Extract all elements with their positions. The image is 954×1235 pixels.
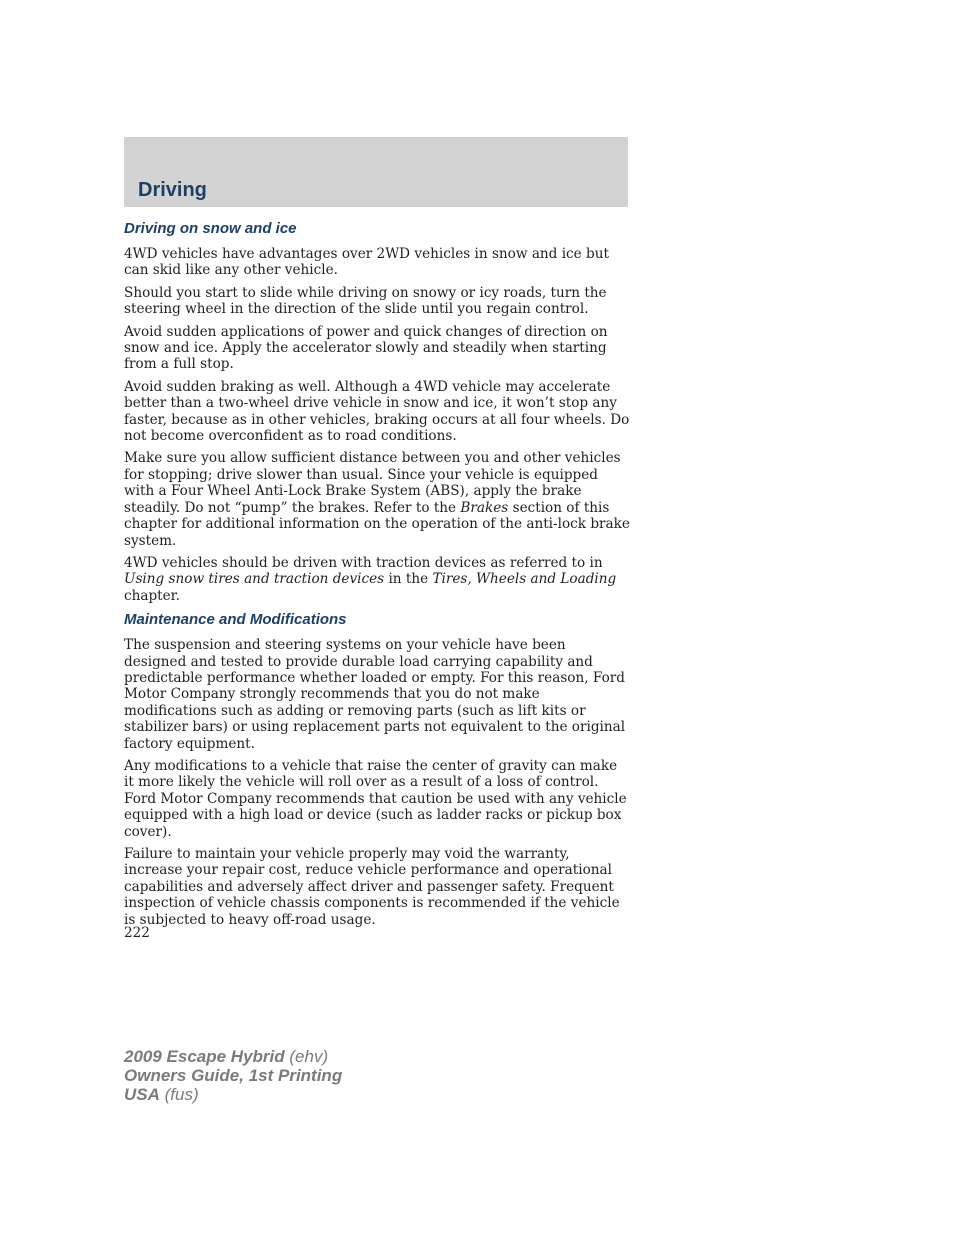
paragraph: Failure to maintain your vehicle properly may void the warranty, increase your repair cost, reduce vehicle performance and operational capabilities and adversely affect driver and passenger safety. Frequent inspection of vehicle chassis components is recommended if the vehicle is subjected to heavy off-road usage. <box>124 846 620 928</box>
footer-line-1 <box>124 1047 342 1066</box>
page-content <box>124 219 630 934</box>
subheading-snow-ice: Driving on snow and ice <box>124 220 297 237</box>
footer-market: USA <box>124 1085 160 1104</box>
paragraph-text: chapter. <box>124 587 181 604</box>
paragraph <box>124 450 630 548</box>
paragraph: 4WD vehicles have advantages over 2WD vehicles in snow and ice but can skid like any other vehicle. <box>124 246 609 279</box>
paragraph-text: in the <box>384 571 433 588</box>
paragraph: The suspension and steering systems on your vehicle have been designed and tested to provide durable load carrying capability and predictable performance whether loaded or empty. For this reason, Ford Motor Company strongly recommends that you do not make modifications such as adding or removing parts (such as lift kits or stabilizer bars) or using replacement parts not equivalent to the original factory equipment. <box>124 637 626 752</box>
footer-guide: Owners Guide, 1st Printing <box>124 1066 343 1085</box>
cross-reference-tires-chapter: Tires, Wheels and Loading <box>432 571 617 588</box>
cross-reference-brakes: Brakes <box>460 499 509 516</box>
subheading-maintenance: Maintenance and Modifications <box>124 611 347 629</box>
paragraph <box>124 555 630 604</box>
footer-model: 2009 Escape Hybrid <box>124 1047 285 1066</box>
footer-line-3 <box>124 1085 342 1104</box>
paragraph: Any modifications to a vehicle that raise the center of gravity can make it more likely the vehicle will roll over as a result of a loss of control. Ford Motor Company recommends that caution be used with any vehicle equipped with a high load or device (such as ladder racks or pickup box cover). <box>124 757 627 840</box>
paragraph: Avoid sudden braking as well. Although a 4WD vehicle may accelerate better than a two-wheel drive vehicle in snow and ice, it won’t stop any faster, because as in other vehicles, braking occurs at all four wheels. Do not become overconfident as to road conditions. <box>124 378 630 445</box>
paragraph: Avoid sudden applications of power and quick changes of direction on snow and ice. Apply the accelerator slowly and steadily when starting from a full stop. <box>124 323 608 373</box>
cross-reference-snow-tires: Using snow tires and traction devices <box>124 571 385 588</box>
section-header-band <box>124 137 628 207</box>
document-footer <box>124 1047 342 1104</box>
paragraph-text: Make sure you allow sufficient distance between you and other vehicles for stopping; drive slower than usual. Since your vehicle is equipped with a Four Wheel Anti-Lock Brake System (ABS), apply the brake steadily. Do not “pump” the brakes. Refer to the <box>124 450 621 516</box>
section-title: Driving <box>138 179 207 201</box>
page-number: 222 <box>124 925 150 941</box>
footer-model-code: (ehv) <box>289 1047 329 1066</box>
paragraph: Should you start to slide while driving on snowy or icy roads, turn the steering wheel in the direction of the slide until you regain control. <box>124 284 607 318</box>
footer-line-2 <box>124 1066 342 1085</box>
footer-market-code: (fus) <box>164 1085 199 1104</box>
paragraph-text: 4WD vehicles should be driven with traction devices as referred to in <box>124 554 603 571</box>
paragraph-text: section of this chapter for additional information on the operation of the anti-lock brake system. <box>124 499 630 549</box>
